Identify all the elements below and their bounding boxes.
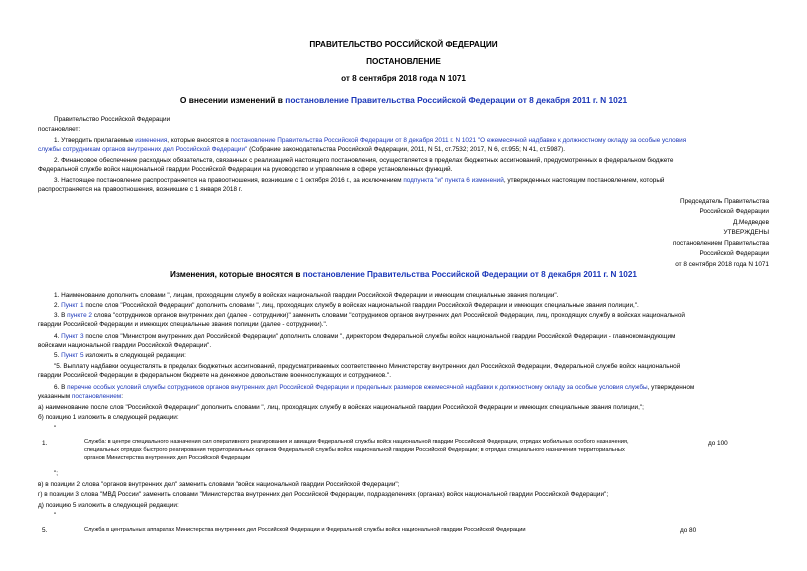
signature-name: Д.Медведев	[732, 219, 769, 226]
quote-open-1: "	[54, 425, 57, 432]
signature-position: Председатель Правительства	[680, 198, 769, 205]
intro-resolves: постановляет:	[38, 126, 81, 133]
subitem-b: б) позицию 1 изложить в следующей редакции:	[38, 414, 179, 421]
document-date: от 8 сентября 2018 года N 1071	[341, 74, 466, 83]
quote-close-1: ";	[54, 470, 59, 477]
item-2-num: 2.	[54, 302, 62, 309]
decree-link[interactable]: постановление Правительства Российской Федерации от 8 декабря 2011 г. N 1021	[285, 95, 628, 105]
item-1: 1. Наименование дополнить словами ", лицам, проходящим службу в войсках национальной гвардии Российской Федерации и имеющим специальные звания полиции".	[54, 292, 559, 299]
subitem-g: г) в позиции 3 слова "МВД России" заменить словами "Министерства внутренних дел Российской Федерации, подразделениях (органах) войск национальной гвардии Российской Федерации";	[38, 491, 609, 498]
subitem-v: в) в позиции 2 слова "органов внутренних дел" заменить словами "войск национальной гвардии Российской Федерации";	[38, 481, 400, 488]
item-5-text: изложить в следующей редакции:	[83, 352, 186, 359]
row-1-line-2: специальных отрядах быстрого реагирования территориальных органов Федеральной службы войск национальной гвардии Российской Федерации; в отрядах специального назначения территориальных	[84, 447, 625, 453]
item-5-quote-cont: гвардии Российской Федерации в федеральном бюджете на денежное довольствие военнослужащих и сотрудников.".	[38, 372, 391, 379]
item-6-cont-text: указанным	[38, 393, 72, 400]
document-kind: ПОСТАНОВЛЕНИЕ	[366, 57, 441, 66]
row-1-line-1: Служба: в центре специального назначения сил оперативного реагирования и авиации Федеральной службы войск национальной гвардии Российской Федерации, отрядах мобильных особого назначения,	[84, 439, 629, 445]
item-5-quote: "5. Выплату надбавки осуществлять в пределах бюджетных ассигнований, предусматриваемых соответственно Министерству внутренних дел Российской Федерации, Федеральной службе войск национальной	[54, 363, 681, 370]
government-heading: ПРАВИТЕЛЬСТВО РОССИЙСКОЙ ФЕДЕРАЦИИ	[309, 40, 498, 49]
approved-by: постановлением Правительства	[673, 240, 769, 247]
item-6-cont	[38, 393, 123, 401]
subitem-d: д) позицию 5 изложить в следующей редакции:	[38, 502, 179, 509]
item-4-cont: войсками национальной гвардии Российской Федерации".	[38, 342, 212, 349]
item-3-text: слова "сотрудников органов внутренних дел (далее - сотрудники)" заменить словами "сотрудников органов внутренних дел Российской Федерации, лиц, проходящих службу в войсках национальной	[91, 312, 685, 319]
subitem-a: а) наименование после слов "Российской Федерации" дополнить словами ", лиц, проходящих службу в войсках национальной гвардии Российской Федерации и имеющих специальные звания полиции,";	[38, 404, 644, 411]
item-6-num: 6. В	[54, 384, 68, 391]
changes-link[interactable]: изменения	[135, 137, 168, 144]
item-5	[54, 352, 186, 360]
paragraph-2: 2. Финансовое обеспечение расходных обязательств, связанных с реализацией настоящего постановления, осуществляется в пределах бюджетных ассигнований, предусмотренных в федеральном бюджете	[54, 157, 674, 164]
row-5-value: до 80	[680, 527, 697, 534]
item-6-colon: :	[121, 393, 123, 400]
item-6	[54, 384, 694, 392]
p1-text-f: (Собрание законодательства Российской Федерации, 2011, N 51, ст.7532; 2017, N 6, ст.955; N 41, ст.5987).	[247, 146, 565, 153]
subpoint-link[interactable]: подпункта "и" пункта 6 изменений	[403, 177, 504, 184]
document-title	[0, 95, 807, 105]
changes-decree-link[interactable]: постановление Правительства Российской Федерации от 8 декабря 2011 г. N 1021	[302, 270, 637, 279]
decree-1021-link[interactable]: постановление Правительства Российской Федерации от 8 декабря 2011 г. N 1021 "О ежемесячной надбавке к должностному окладу за особые условия	[230, 137, 687, 144]
paragraph-3-cont: распространяется на правоотношения, возникшие с 1 января 2018 г.	[38, 186, 243, 193]
decree-1021-link-cont[interactable]: службы сотрудникам органов внутренних дел Российской Федерации"	[38, 146, 248, 153]
item-6-text: , утвержденном	[647, 384, 695, 391]
row-1-number: 1.	[42, 440, 48, 447]
item-2	[54, 302, 639, 310]
item-3-cont: гвардии Российской Федерации и имеющих специальные звания полиции (далее - сотрудники).".	[38, 321, 328, 328]
approved-org: Российской Федерации	[699, 250, 769, 257]
row-1-value: до 100	[708, 440, 728, 447]
item-4	[54, 333, 675, 341]
row-5-number: 5.	[42, 527, 48, 534]
paragraph-1-cont	[38, 146, 565, 154]
item-4-num: 4.	[54, 333, 62, 340]
item-6-list-link[interactable]: перечне особых условий службы сотрудников органов внутренних дел Российской Федерации и предельных размеров ежемесячной надбавки к должностному окладу за особые условия службы	[67, 384, 648, 391]
approved-date: от 8 сентября 2018 года N 1071	[675, 261, 769, 268]
item-5-num: 5.	[54, 352, 62, 359]
paragraph-3	[54, 177, 664, 185]
item-3-link[interactable]: пункте 2	[67, 312, 92, 319]
item-4-text: после слов "Министром внутренних дел Российской Федерации" дополнить словами ", директором Федеральной службы войск национальной гвардии Российской Федерации - главнокомандующим	[83, 333, 676, 340]
paragraph-1	[54, 137, 686, 145]
row-1-line-3: органов Министерства внутренних дел Российской Федерации	[84, 455, 251, 461]
p3-text-a: 3. Настоящее постановление распространяется на правоотношения, возникшие с 1 октября 2016 г., за исключением	[54, 177, 404, 184]
intro-government: Правительство Российской Федерации	[54, 116, 171, 123]
changes-title-text: Изменения, которые вносятся в	[170, 270, 303, 279]
item-2-link[interactable]: Пункт 1	[61, 302, 84, 309]
approved-label: УТВЕРЖДЕНЫ	[723, 229, 769, 236]
p1-text-a: 1. Утвердить прилагаемые	[54, 137, 136, 144]
row-5-line-1: Служба в центральных аппаратах Министерства внутренних дел Российской Федерации и Федеральной службы войск национальной гвардии Российской Федерации	[84, 527, 526, 533]
changes-title	[0, 270, 807, 279]
item-2-text: после слов "Российской Федерации" дополнить словами ", лиц, проходящих службу в войсках национальной гвардии Российской Федерации и имеющих специальные звания полиции,".	[83, 302, 639, 309]
item-3	[54, 312, 685, 320]
p1-text-c: , которые вносятся в	[167, 137, 231, 144]
signature-org: Российской Федерации	[699, 208, 769, 215]
item-6-decree-link[interactable]: постановлением	[71, 393, 122, 400]
item-3-num: 3. В	[54, 312, 68, 319]
item-5-link[interactable]: Пункт 5	[61, 352, 84, 359]
item-4-link[interactable]: Пункт 3	[61, 333, 84, 340]
quote-open-2: "	[54, 512, 57, 519]
paragraph-2-cont: Федеральной службе войск национальной гвардии Российской Федерации на руководство и управление в сфере установленных функций.	[38, 166, 453, 173]
p3-text-c: , утвержденных настоящим постановлением, который	[503, 177, 665, 184]
document-title-text: О внесении изменений в	[179, 95, 286, 105]
